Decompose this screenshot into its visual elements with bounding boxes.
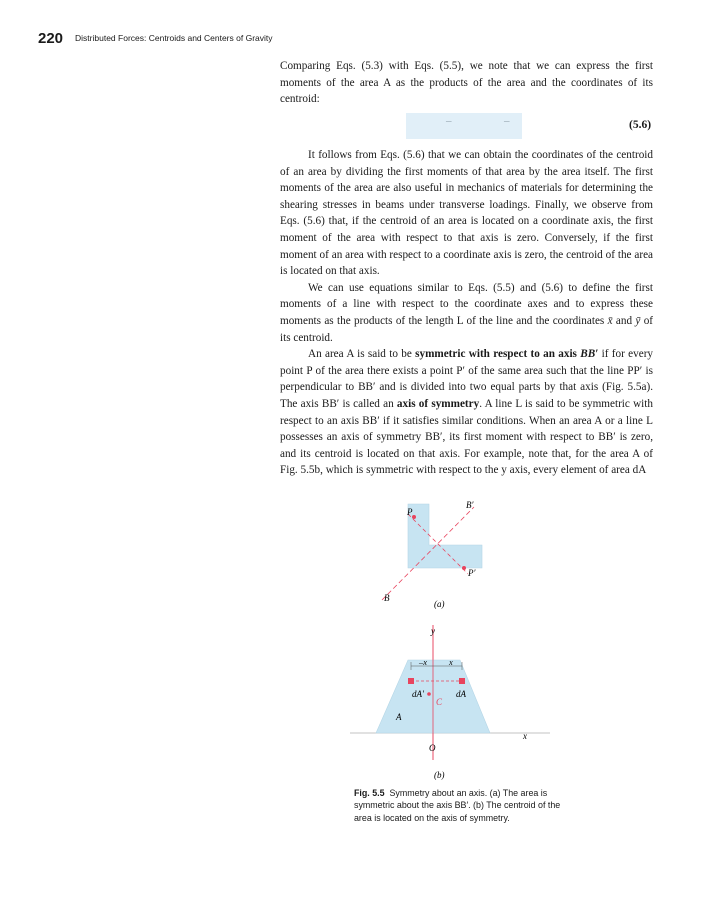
p3-b: if for every point P of the area there exists a point P′ of the same area such that the line PP′ is perpendicular to BB′ and is divided into two equal parts by that axis (Fig. 5.5a). The axis BB′ is called an bbox=[280, 348, 654, 410]
running-title: Distributed Forces: Centroids and Centers of Gravity bbox=[75, 33, 273, 43]
term-symmetric: symmetric with respect to an axis bbox=[415, 348, 577, 361]
var-x-bar: x̄ bbox=[607, 314, 613, 327]
equation-bar-left: – bbox=[446, 115, 452, 127]
label-p: P bbox=[407, 507, 413, 517]
caption-text: Symmetry about an axis. (a) The area is symmetric about the axis BB′. (b) The centroid of the area is located on the axis of symmetry. bbox=[354, 788, 561, 823]
label-origin-o: O bbox=[429, 743, 436, 753]
da-prime-element bbox=[408, 678, 414, 684]
p2-end: of its centroid. bbox=[280, 314, 654, 344]
p3-c: . A line L is said to be symmetric with respect to an axis BB′ if it satisfies similar conditions. When an area A or a line L possesses an axis of symmetry BB′, its first moment with respect to BB′ is zero, and its centroid is located on that axis. For example, note that, for the area A of Fig. 5.5b, which is symmetric with respect to the y axis, every element of area dA bbox=[280, 397, 653, 477]
centroid-point bbox=[427, 692, 431, 696]
figure-b-sublabel: (b) bbox=[434, 770, 445, 780]
caption-fig-label: Fig. 5.5 bbox=[354, 788, 385, 798]
intro-text: Comparing Eqs. (5.3) with Eqs. (5.5), we note that we can express the first moments of the area A as the products of the area and the coordinates of its centroid: bbox=[280, 60, 653, 106]
label-b: B bbox=[384, 593, 390, 603]
equation-bar-right: – bbox=[504, 115, 510, 127]
p3-a: An area A is said to be bbox=[308, 348, 412, 361]
label-x-axis: x bbox=[523, 731, 527, 741]
label-da: dA bbox=[456, 689, 466, 699]
figure-svg bbox=[350, 490, 550, 790]
p2-and: and bbox=[615, 314, 633, 327]
page-number: 220 bbox=[38, 30, 64, 47]
paragraph-line-moments bbox=[280, 280, 653, 346]
term-axis-bb: BB′ bbox=[580, 348, 599, 361]
label-neg-x: –x bbox=[419, 657, 428, 667]
term-axis-of-symmetry: axis of symmetry bbox=[396, 397, 480, 410]
label-da-prime: dA′ bbox=[412, 689, 424, 699]
paragraph-symmetry bbox=[280, 346, 653, 479]
label-centroid-c: C bbox=[436, 697, 443, 707]
var-y-bar: ȳ bbox=[635, 314, 641, 327]
point-p-prime bbox=[462, 566, 466, 570]
label-p-prime: P′ bbox=[468, 568, 476, 578]
figure-caption bbox=[354, 787, 576, 824]
label-y-axis: y bbox=[431, 626, 435, 636]
figure-a-sublabel: (a) bbox=[434, 599, 445, 609]
p2-start: We can use equations similar to Eqs. (5.5) and (5.6) to define the first moments of a line with respect to the coordinate axes and to express these moments as the products of the length L of the line and the coordinates bbox=[280, 281, 653, 327]
da-element bbox=[459, 678, 465, 684]
intro-paragraph bbox=[280, 58, 653, 108]
label-b-prime: B′ bbox=[466, 500, 474, 510]
equation-number: (5.6) bbox=[629, 119, 652, 131]
label-pos-x: x bbox=[449, 657, 453, 667]
body-text bbox=[280, 147, 653, 479]
equation-box bbox=[406, 113, 522, 139]
page-header bbox=[38, 30, 273, 48]
point-p bbox=[412, 515, 416, 519]
label-area-a: A bbox=[396, 712, 402, 722]
paragraph-centroid: It follows from Eqs. (5.6) that we can obtain the coordinates of the centroid of an area by dividing the first moments of that area by the area itself. The first moments of the area are also useful in mechanics of materials for determining the shearing stresses in beams under transverse loadings. Finally, we observe from Eqs. (5.6) that, if the centroid of an area is located on a coordinate axis, the first moment of the area with respect to that axis is zero. Conversely, if the first moment of an area with respect to a coordinate axis is zero, the centroid of the area is located on that axis. bbox=[280, 149, 653, 278]
figure-5-5 bbox=[350, 490, 550, 795]
